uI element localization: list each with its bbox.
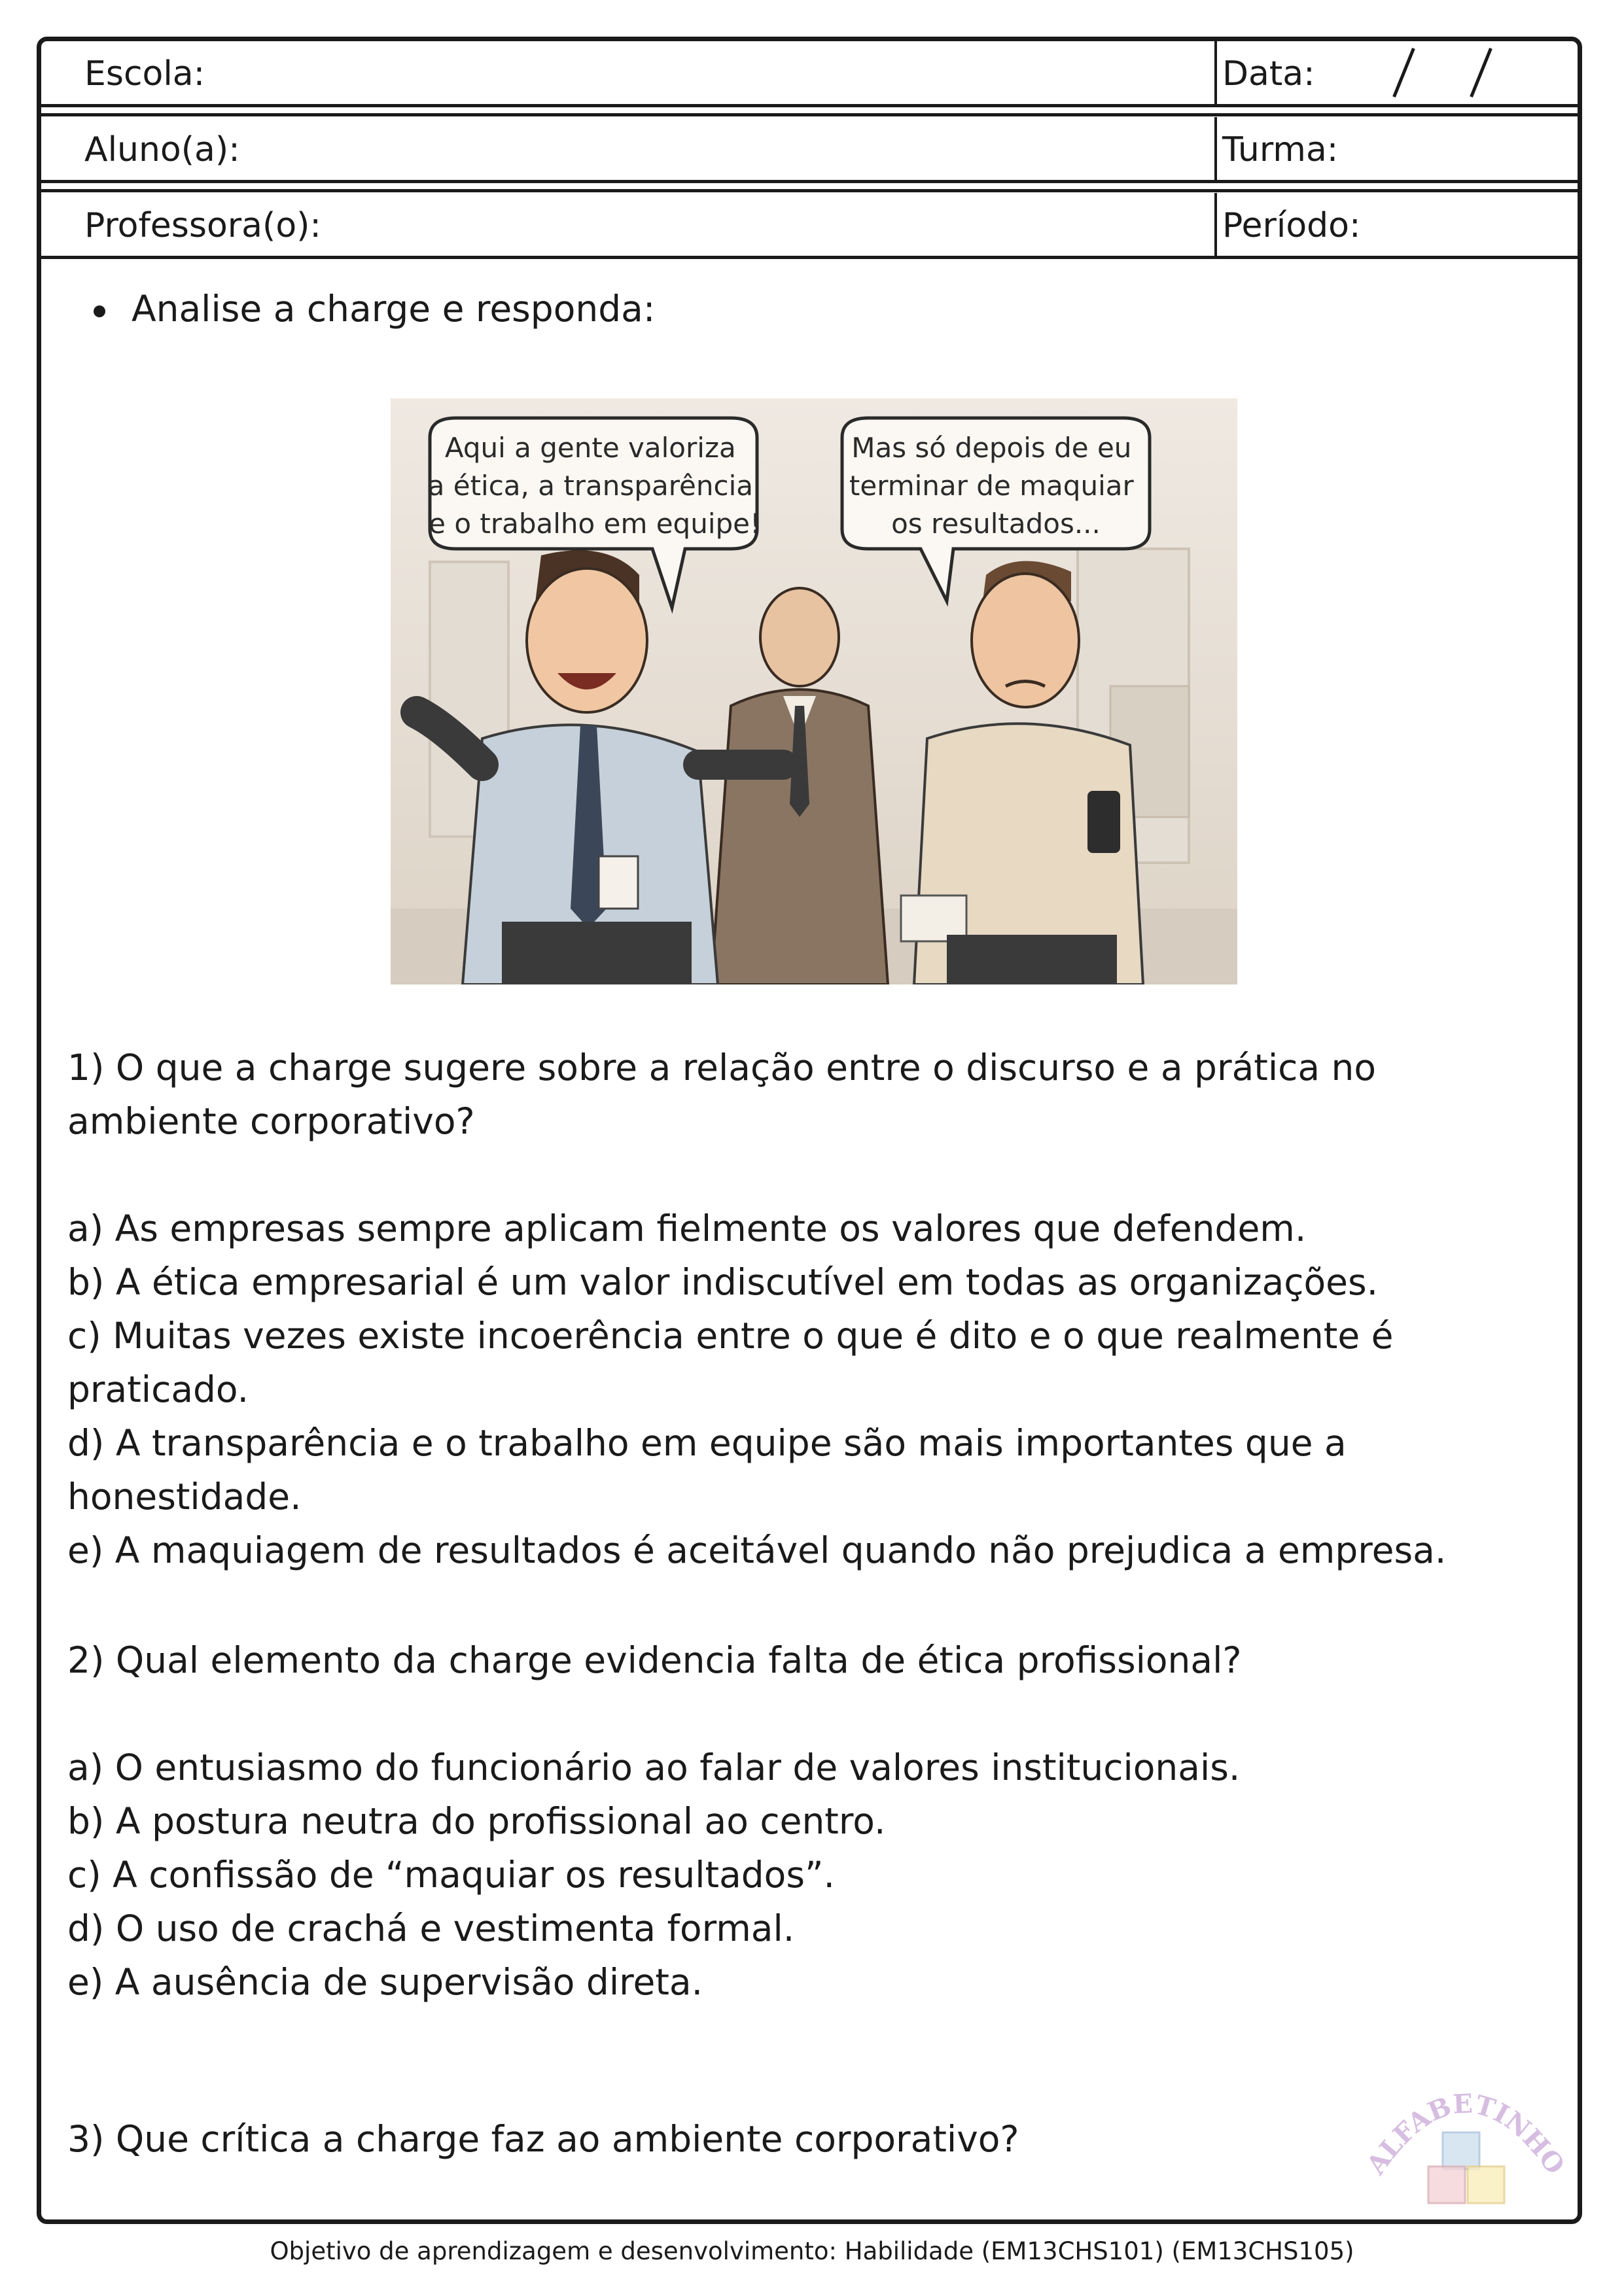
question-2-prompt: 2) Qual elemento da charge evidencia falta de ética profissional?	[67, 1639, 1242, 1681]
header-column-divider	[1214, 117, 1217, 180]
instruction-text: Analise a charge e responda:	[132, 288, 656, 330]
right-bubble-line-2: terminar de maquiar	[849, 470, 1134, 502]
option-1b: b) A ética empresarial é um valor indiscutível em todas as organizações.	[67, 1261, 1379, 1303]
header-row-school	[41, 41, 1578, 109]
question-1-prompt: 1) O que a charge sugere sobre a relação entre o discurso e a prática no ambiente corporativo?	[67, 1047, 1377, 1142]
header-row-student	[41, 117, 1578, 185]
question-1-options	[67, 1202, 1551, 1577]
question-3	[67, 2112, 1551, 2166]
option-2b: b) A postura neutra do profissional ao centro.	[67, 1800, 886, 1842]
header-divider	[41, 180, 1578, 183]
option-1d: d) A transparência e o trabalho em equipe são mais importantes que a honestidade.	[67, 1422, 1347, 1518]
header-divider	[41, 189, 1578, 192]
option-2d: d) O uso de crachá e vestimenta formal.	[67, 1907, 795, 1949]
date-slash-1	[1392, 48, 1415, 97]
bullet-icon	[94, 305, 105, 317]
option-1e: e) A maquiagem de resultados é aceitável quando não prejudica a empresa.	[67, 1529, 1447, 1571]
left-bubble-line-2: a ética, a transparência	[427, 470, 753, 502]
teacher-label: Professora(o):	[84, 206, 321, 245]
svg-text:ALFABETINHO: ALFABETINHO	[1360, 2088, 1571, 2180]
question-2-options	[67, 1741, 1551, 2009]
question-2	[67, 1633, 1551, 1687]
student-label: Aluno(a):	[84, 130, 240, 169]
period-label: Período:	[1222, 206, 1361, 245]
header-column-divider	[1214, 193, 1217, 256]
header-bottom-border	[41, 256, 1578, 259]
class-label: Turma:	[1222, 130, 1339, 169]
right-bubble-line-3: os resultados...	[891, 508, 1101, 540]
option-2a: a) O entusiasmo do funcionário ao falar de valores institucionais.	[67, 1747, 1241, 1788]
question-3-prompt: 3) Que crítica a charge faz ao ambiente corporativo?	[67, 2118, 1019, 2160]
header-divider	[41, 104, 1578, 107]
option-2c: c) A confissão de “maquiar os resultados”.	[67, 1854, 835, 1896]
option-2e: e) A ausência de supervisão direta.	[67, 1961, 703, 2003]
school-label: Escola:	[84, 54, 205, 94]
worksheet-frame	[37, 37, 1582, 2224]
instruction	[94, 282, 655, 336]
date-slash-2	[1470, 48, 1492, 97]
date-label: Data:	[1222, 54, 1315, 94]
left-bubble-line-3: e o trabalho em equipe!	[429, 508, 761, 540]
option-1a: a) As empresas sempre aplicam fielmente os valores que defendem.	[67, 1208, 1307, 1249]
left-bubble-line-1: Aqui a gente valoriza	[444, 432, 736, 464]
svg-text:Aqui a gente valoriza a	[428, 432, 762, 540]
question-1	[67, 1041, 1551, 1148]
footer-objective: Objetivo de aprendizagem e desenvolvimento: Habilidade (EM13CHS101) (EM13CHS105)	[270, 2237, 1354, 2265]
header-row-teacher	[41, 193, 1578, 261]
option-1c: c) Muitas vezes existe incoerência entre o que é dito e o que realmente é praticado.	[67, 1315, 1394, 1410]
svg-text:Mas só depois de eu term	[849, 432, 1142, 540]
cartoon-image	[391, 398, 1237, 984]
header-column-divider	[1214, 41, 1217, 104]
alfabetinho-logo	[1358, 2061, 1574, 2211]
header-divider	[41, 113, 1578, 116]
right-bubble-line-1: Mas só depois de eu	[851, 432, 1132, 464]
